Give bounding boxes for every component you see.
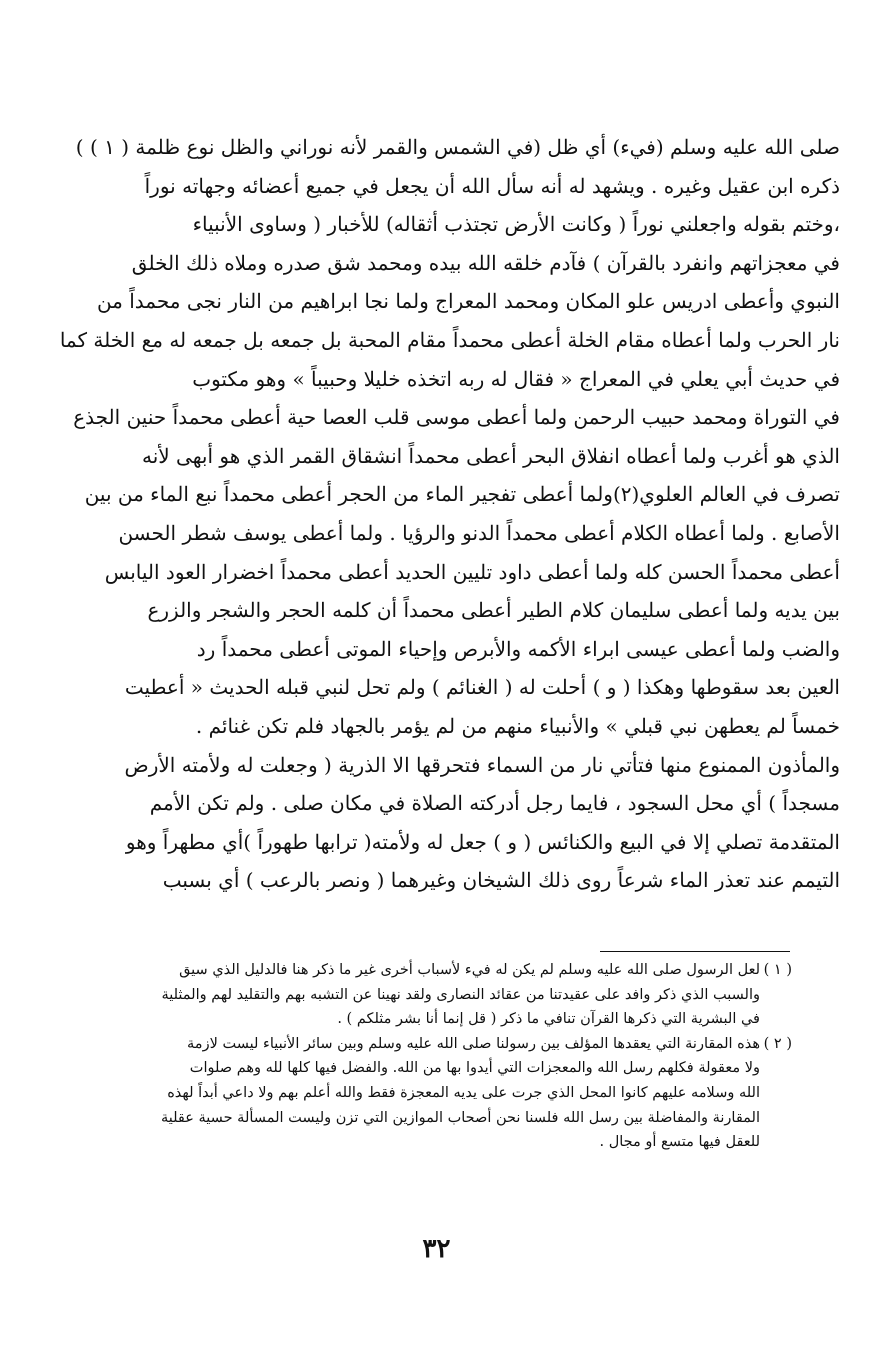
footnote-line bbox=[40, 1032, 792, 1057]
text-line: تصرف في العالم العلوي(٢)ولما أعطى تفجير الماء من الحجر أعطى محمداً نبع الماء من بين bbox=[84, 482, 840, 507]
text-line: ذكره ابن عقيل وغيره . ويشهد له أنه سأل الله أن يجعل في جميع أعضائه وجهاته نوراً bbox=[144, 173, 840, 198]
footnote-line: ولا معقولة فكلهم رسل الله والمعجزات التي أيدوا بها من الله. والفضل فيها كلها لله وهم صلوات bbox=[189, 1060, 760, 1077]
text-line: النبوي وأعطى ادريس علو المكان ومحمد المعراج ولما نجا ابراهيم من النار نجى محمداً من bbox=[96, 289, 840, 314]
footnotes-block bbox=[40, 958, 792, 1155]
text-line: والمأذون الممنوع منها فتأتي نار من السماء فتحرقها الا الذرية ( وجعلت له ولأمته الأرض bbox=[124, 752, 840, 777]
text-line: نار الحرب ولما أعطاه مقام الخلة أعطى محمداً مقام المحبة بل جمعه بل جمعه له مع الخلة كما bbox=[59, 327, 840, 352]
footnote-line: للعقل فيها متسع أو مجال . bbox=[599, 1134, 760, 1151]
text-line: التيمم عند تعذر الماء شرعاً روى ذلك الشيخان وغيرهما ( ونصر بالرعب ) أي بسبب bbox=[162, 868, 840, 893]
footnote-line: في البشرية التي ذكرها القرآن تنافي ما ذكر ( قل إنما أنا بشر مثلكم ) . bbox=[337, 1011, 760, 1028]
text-line: في حديث أبي يعلي في المعراج « فقال له ربه اتخذه خليلا وحبيباً » وهو مكتوب bbox=[192, 366, 840, 391]
text-line: في معجزاتهم وانفرد بالقرآن ) فآدم خلقه الله بيده ومحمد شق صدره وملاه ذلك الخلق bbox=[131, 250, 840, 275]
text-line: مسجداً ) أي محل السجود ، فايما رجل أدركته الصلاة في مكان صلى . ولم تكن الأمم bbox=[149, 791, 840, 816]
footnote-line: والسبب الذي ذكر وافد على عقيدتنا من عقائد النصارى ولقد نهينا عن التشبه بهم والتقليد لهم والمثلية bbox=[161, 986, 760, 1003]
text-line: بين يديه ولما أعطى سليمان كلام الطير أعطى محمداً أن كلمه الحجر والشجر والزرع bbox=[147, 598, 840, 623]
footnote-divider bbox=[600, 951, 790, 952]
text-line: أعطى محمداً الحسن كله ولما أعطى داود تليين الحديد أعطى محمداً اخضرار العود اليابس bbox=[104, 559, 840, 584]
text-line: ،وختم بقوله واجعلني نوراً ( وكانت الأرض تجتذب أثقاله) للأخبار ( وساوى الأنبياء bbox=[192, 212, 840, 237]
footnote-number: ( ٢ ) bbox=[763, 1035, 792, 1052]
main-text-block bbox=[40, 128, 840, 900]
text-line: والضب ولما أعطى عيسى ابراء الأكمه والأبرص وإحياء الموتى أعطى محمداً رد bbox=[196, 636, 840, 661]
text-line: خمساً لم يعطهن نبي قبلي » والأنبياء منهم من لم يؤمر بالجهاد فلم تكن غنائم . bbox=[195, 713, 840, 738]
text-line: في التوراة ومحمد حبيب الرحمن ولما أعطى موسى قلب العصا حية أعطى محمداً حنين الجذع bbox=[73, 405, 840, 430]
text-line: العين بعد سقوطها وهكذا ( و ) أحلت له ( الغنائم ) ولم تحل لنبي قبله الحديث « أعطيت bbox=[124, 675, 840, 700]
footnote-number: ( ١ ) bbox=[763, 962, 792, 978]
footnote-text: هذه المقارنة التي يعقدها المؤلف بين رسولنا صلى الله عليه وسلم وبين سائر الأنبياء ليست لازمة bbox=[187, 1035, 760, 1052]
page-number: ٣٢ bbox=[422, 1234, 451, 1264]
footnote-text: لعل الرسول صلى الله عليه وسلم لم يكن له فيء لأسباب أخرى غير ما ذكر هنا فالدليل الذي سيق bbox=[179, 962, 760, 978]
footnote-line: الله وسلامه عليهم كانوا المحل الذي جرت على يديه المعجزة فقط والله أعلم بهم ولا داعي أبداً لهذه bbox=[167, 1084, 760, 1101]
text-line: المتقدمة تصلي إلا في البيع والكنائس ( و ) جعل له ولأمته( ترابها طهوراً )أي مطهراً وهو bbox=[125, 829, 840, 854]
footnote-line bbox=[40, 958, 792, 983]
text-line: الذي هو أغرب ولما أعطاه انفلاق البحر أعطى محمداً انشقاق القمر الذي هو أبهى لأنه bbox=[141, 443, 840, 468]
text-line: صلى الله عليه وسلم (فيء) أي ظل (في الشمس والقمر لأنه نوراني والظل نوع ظلمة ( ١ ) ) bbox=[75, 135, 840, 159]
text-line: الأصابع . ولما أعطاه الكلام أعطى محمداً الدنو والرؤيا . ولما أعطى يوسف شطر الحسن bbox=[118, 520, 840, 545]
footnote-line: المقارنة والمفاضلة بين رسل الله فلسنا نحن أصحاب الموازين التي تزن وليست المسألة حسية عقلية bbox=[160, 1109, 760, 1126]
